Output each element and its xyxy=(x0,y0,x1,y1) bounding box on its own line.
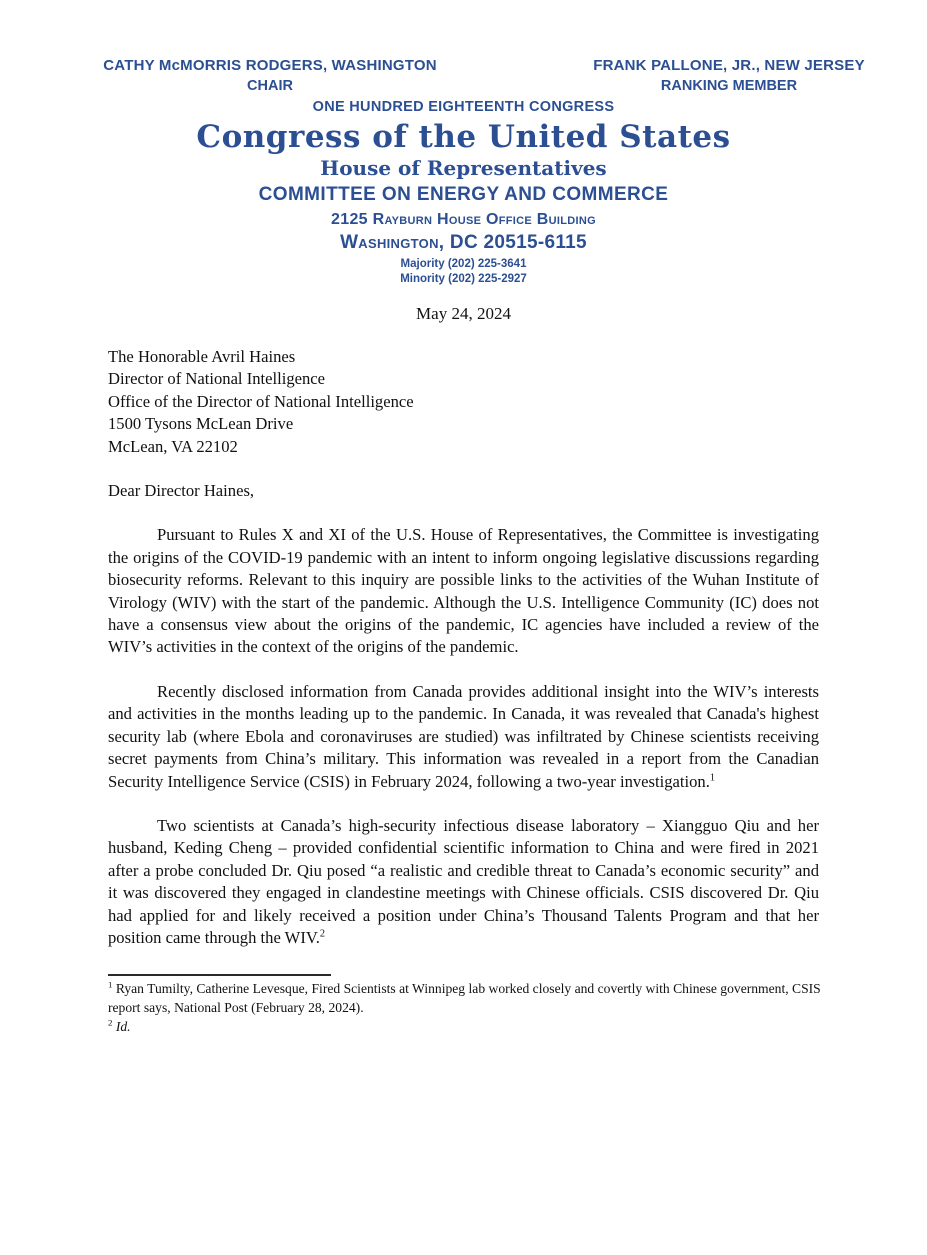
letter-body xyxy=(108,346,819,949)
committee-name: COMMITTEE ON ENERGY AND COMMERCE xyxy=(258,184,669,205)
footnote-2-marker: 2 xyxy=(108,1017,113,1027)
committee-letterhead xyxy=(0,55,927,287)
recipient-city: McLean, VA 22102 xyxy=(108,436,238,456)
footnote-separator xyxy=(108,974,331,976)
paragraph-1 xyxy=(108,524,819,658)
footnote-1-marker: 1 xyxy=(108,979,113,990)
chair-name: CATHY McMORRIS RODGERS, WASHINGTON xyxy=(103,57,437,74)
footnotes xyxy=(108,980,829,1036)
paragraph-2-text: Recently disclosed information from Canada provides additional insight into the WIV’s interests and activities in the months leading up to the pandemic. In Canada, it was revealed that Canada's highest security lab (where Ebola and coronaviruses are studied) was infiltrated by Chinese scientists receiving secret payments from China’s military. This information was revealed in a report from the Canadian Security Intelligence Service (CSIS) in February 2024, following a two-year investigation. xyxy=(108,681,819,791)
chamber-name: House of Representatives xyxy=(320,156,607,180)
ranking-member-title: RANKING MEMBER xyxy=(660,78,798,94)
paragraph-1-text: Pursuant to Rules X and XI of the U.S. House of Representatives, the Committee is investigating the origins of the COVID-19 pandemic with an intent to inform ongoing legislative discussions regarding biosecurity reforms. Relevant to this inquiry are possible links to the activities of the Wuhan Institute of Virology (WIV) with the start of the pandemic. Although the U.S. Intelligence Community (IC) does not have a consensus view about the origins of the pandemic, IC agencies have included a review of the WIV’s activities in the context of the origins of the pandemic. xyxy=(108,525,819,657)
letterhead-names-row xyxy=(95,55,869,97)
ranking-member-block xyxy=(589,55,869,97)
address-building: 2125 Rayburn House Office Building xyxy=(331,211,596,228)
letter-page xyxy=(0,55,927,1255)
footnote-2 xyxy=(108,1018,829,1037)
recipient-name: The Honorable Avril Haines xyxy=(108,347,296,366)
minority-phone: Minority (202) 225-2927 xyxy=(400,273,527,285)
chair-title: CHAIR xyxy=(247,78,293,94)
footnote-2-text: Id. xyxy=(112,1018,131,1034)
address-city: Washington, DC 20515-6115 xyxy=(340,232,587,253)
salutation: Dear Director Haines, xyxy=(108,481,255,501)
congress-name: Congress of the United States xyxy=(196,119,731,155)
recipient-office: Office of the Director of National Intelligence xyxy=(108,391,414,411)
footnote-1 xyxy=(108,980,829,1017)
paragraph-2 xyxy=(108,681,819,793)
phone-lines xyxy=(0,257,927,287)
paragraph-3-footnote-ref: 2 xyxy=(319,928,325,940)
congress-session: ONE HUNDRED EIGHTEENTH CONGRESS xyxy=(312,99,615,115)
chair-block xyxy=(95,55,445,97)
paragraph-2-footnote-ref: 1 xyxy=(709,771,715,783)
ranking-member-name: FRANK PALLONE, JR., NEW JERSEY xyxy=(593,57,865,74)
recipient-address-block xyxy=(108,346,819,458)
majority-phone: Majority (202) 225-3641 xyxy=(400,258,527,270)
recipient-title: Director of National Intelligence xyxy=(108,369,326,389)
paragraph-3-text: Two scientists at Canada’s high-security infectious disease laboratory – Xiangguo Qiu and her husband, Keding Cheng – provided confidential scientific information to China and were fired in 2021 after a probe concluded Dr. Qiu posed “a realistic and credible threat to Canada’s economic security” and it was discovered they engaged in clandestine meetings with Chinese officials. CSIS discovered Dr. Qiu had applied for and likely received a position under China’s Thousand Talents Program and that her position came through the WIV. xyxy=(108,815,819,947)
recipient-street: 1500 Tysons McLean Drive xyxy=(108,414,294,434)
footnote-1-text: Ryan Tumilty, Catherine Levesque, Fired Scientists at Winnipeg lab worked closely and covertly with Chinese government, CSIS report says, National Post (February 28, 2024). xyxy=(108,981,821,1015)
letter-date: May 24, 2024 xyxy=(416,304,511,323)
paragraph-3 xyxy=(108,815,819,949)
